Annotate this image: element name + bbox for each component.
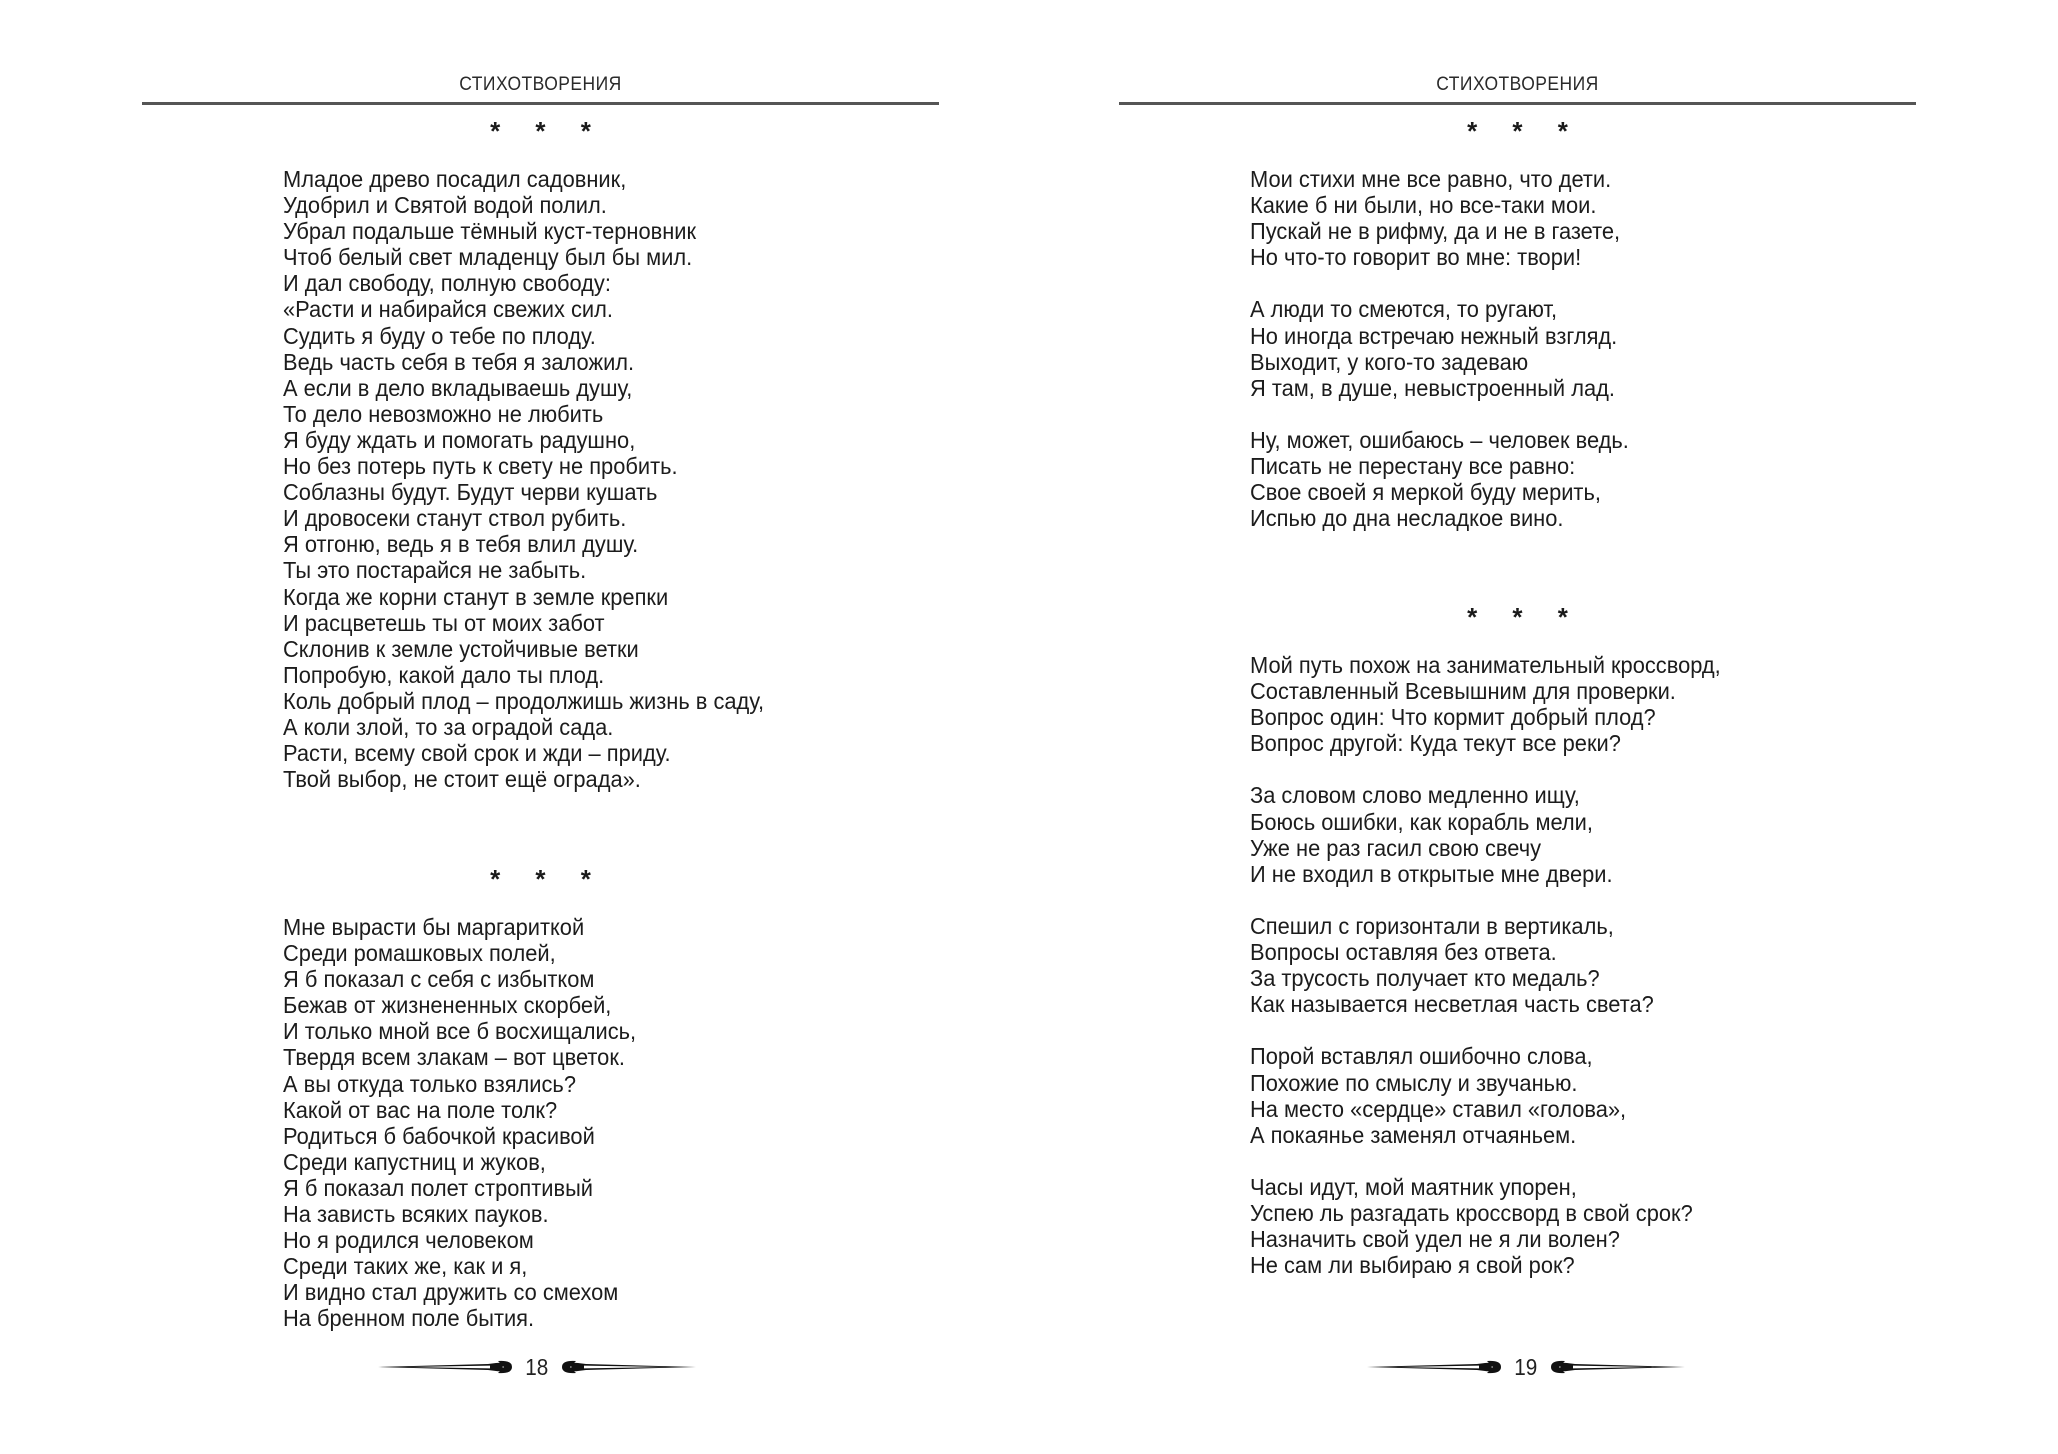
poem-line: Писать не перестану все равно: (1250, 453, 1576, 480)
poem-line: Чтоб белый свет младенцу был бы мил. (283, 244, 693, 271)
poem-line: А люди то смеются, то ругают, (1250, 296, 1558, 323)
poem-line: «Расти и набирайся свежих сил. (283, 296, 613, 323)
poem-line: За словом слово медленно ищу, (1250, 782, 1580, 809)
poem-line: Боюсь ошибки, как корабль мели, (1250, 808, 1593, 835)
poem-line: Вопрос другой: Куда текут все реки? (1250, 730, 1621, 757)
poem-line: Но без потерь путь к свету не пробить. (283, 453, 678, 480)
poem-line: За трусость получает кто медаль? (1250, 965, 1600, 992)
poem-line: Среди ромашковых полей, (283, 940, 556, 967)
poem-line: А вы откуда только взялись? (283, 1070, 576, 1097)
poem-line: Ведь часть себя в тебя я заложил. (283, 348, 635, 375)
poem-line: Ты это постарайся не забыть. (283, 557, 587, 584)
poem-separator: * * * (1467, 116, 1582, 146)
poem-line: И не входил в открытые мне двери. (1250, 860, 1613, 887)
poem-line: Я там, в душе, невыстроенный лад. (1250, 374, 1615, 401)
page-right (1029, 0, 2058, 1454)
poem-line: И только мной все б восхищались, (283, 1018, 637, 1045)
ornament-arrow-left-icon (560, 1356, 696, 1378)
poem-line: Бежав от жизнененных скорбей, (283, 992, 612, 1019)
poem-line: Соблазны будут. Будут черви кушать (283, 479, 658, 506)
poem-line: Я б показал с себя с избытком (283, 966, 595, 993)
poem-line: А покаянье заменял отчаяньем. (1250, 1121, 1577, 1148)
poem (1250, 166, 1657, 531)
poem-line: Мой путь похож на занимательный кроссворд, (1250, 652, 1721, 678)
poem-line: Порой вставлял ошибочно слова, (1250, 1043, 1593, 1070)
poem-line: Среди таких же, как и я, (283, 1253, 528, 1280)
poem-line: Коль добрый плод – продолжишь жизнь в саду, (283, 687, 765, 714)
poem-line: Свое своей я меркой буду мерить, (1250, 479, 1601, 506)
poem-line: Я отгоню, ведь я в тебя влил душу. (283, 531, 639, 558)
poem-line: Склонив к земле устойчивые ветки (283, 635, 639, 662)
poem (283, 914, 663, 1332)
poem-line: Попробую, какой дало ты плод. (283, 661, 605, 688)
page-footer (376, 1352, 698, 1382)
poem-line: Мне вырасти бы маргариткой (283, 914, 585, 940)
poem-line: Похожие по смыслу и звучанью. (1250, 1069, 1578, 1096)
poem-separator: * * * (490, 864, 605, 894)
poem-line: Удобрил и Святой водой полил. (283, 192, 607, 219)
poem-line: А если в дело вкладываешь душу, (283, 374, 633, 401)
poem-line: На зависть всяких пауков. (283, 1201, 549, 1228)
ornament-arrow-right-icon (1367, 1356, 1503, 1378)
poem-line: Часы идут, мой маятник упорен, (1250, 1173, 1577, 1200)
poem-line: Испью до дна несладкое вино. (1250, 505, 1564, 532)
poem-line: Пускай не в рифму, да и не в газете, (1250, 218, 1621, 245)
poem-line: Спешил с горизонтали в вертикаль, (1250, 912, 1614, 939)
poem-line: Расти, всему свой срок и жди – приду. (283, 740, 671, 767)
poem-line: Твой выбор, не стоит ещё ограда». (283, 766, 641, 793)
poem-line: И видно стал дружить со смехом (283, 1279, 619, 1306)
poem-line: Мои стихи мне все равно, что дети. (1250, 166, 1612, 192)
poem-line: Вопрос один: Что кормит добрый плод? (1250, 704, 1656, 731)
poem-line: Выходит, у кого-то задеваю (1250, 348, 1529, 375)
header-rule (142, 102, 939, 105)
poem-line: Успею ль разгадать кроссворд в свой срок? (1250, 1199, 1693, 1226)
poem-line: Твердя всем злакам – вот цветок. (283, 1044, 625, 1071)
poem-line: Уже не раз гасил свою свечу (1250, 834, 1542, 861)
stanza-gap (1250, 401, 1657, 427)
poem-line: Я буду ждать и помогать радушно, (283, 426, 636, 453)
stanza-gap (1250, 1148, 1756, 1174)
poem-line: Родиться б бабочкой красивой (283, 1122, 595, 1149)
poem (1250, 652, 1756, 1278)
poem-line: На бренном поле бытия. (283, 1305, 535, 1332)
poem-line: И дровосеки станут ствол рубить. (283, 505, 627, 532)
page-footer (1365, 1352, 1687, 1382)
header-rule (1119, 102, 1916, 105)
poem-line: Я б показал полет строптивый (283, 1174, 593, 1201)
poem-line: Но я родился человеком (283, 1227, 534, 1254)
poem-line: Какие б ни были, но все-таки мои. (1250, 192, 1597, 219)
poem-line: Как называется несветлая часть света? (1250, 991, 1654, 1018)
page-number: 18 (525, 1353, 549, 1380)
poem-line: Какой от вас на поле толк? (283, 1096, 558, 1123)
ornament-arrow-left-icon (1549, 1356, 1685, 1378)
stanza-gap (1250, 1017, 1756, 1043)
poem-line: И расцветешь ты от моих забот (283, 609, 605, 636)
poem-line: Судить я буду о тебе по плоду. (283, 322, 596, 349)
poem-line: Младое древо посадил садовник, (283, 166, 627, 192)
ornament-arrow-right-icon (378, 1356, 514, 1378)
poem-line: То дело невозможно не любить (283, 400, 604, 427)
poem-line: Но что-то говорит во мне: твори! (1250, 244, 1582, 271)
poem-line: Составленный Всевышним для проверки. (1250, 678, 1676, 705)
poem-line: Убрал подальше тёмный куст-терновник (283, 218, 697, 245)
poem-line: А коли злой, то за оградой сада. (283, 713, 614, 740)
poem-line: Когда же корни станут в земле крепки (283, 583, 669, 610)
page-number: 19 (1514, 1353, 1538, 1380)
stanza-gap (1250, 270, 1657, 296)
poem-line: Ну, может, ошибаюсь – человек ведь. (1250, 426, 1629, 453)
running-head: СТИХОТВОРЕНИЯ (459, 74, 622, 95)
poem-separator: * * * (1467, 602, 1582, 632)
poem-line: Но иногда встречаю нежный взгляд. (1250, 322, 1618, 349)
poem-line: Назначить свой удел не я ли волен? (1250, 1226, 1620, 1253)
poem-line: Среди капустниц и жуков, (283, 1148, 546, 1175)
poem-line: Не сам ли выбираю я свой рок? (1250, 1252, 1575, 1279)
stanza-gap (1250, 887, 1756, 913)
stanza-gap (1250, 756, 1756, 782)
running-head: СТИХОТВОРЕНИЯ (1436, 74, 1599, 95)
poem (283, 166, 800, 792)
poem-line: Вопросы оставляя без ответа. (1250, 939, 1557, 966)
poem-separator: * * * (490, 116, 605, 146)
poem-line: На место «сердце» ставил «голова», (1250, 1095, 1627, 1122)
poem-line: И дал свободу, полную свободу: (283, 270, 611, 297)
